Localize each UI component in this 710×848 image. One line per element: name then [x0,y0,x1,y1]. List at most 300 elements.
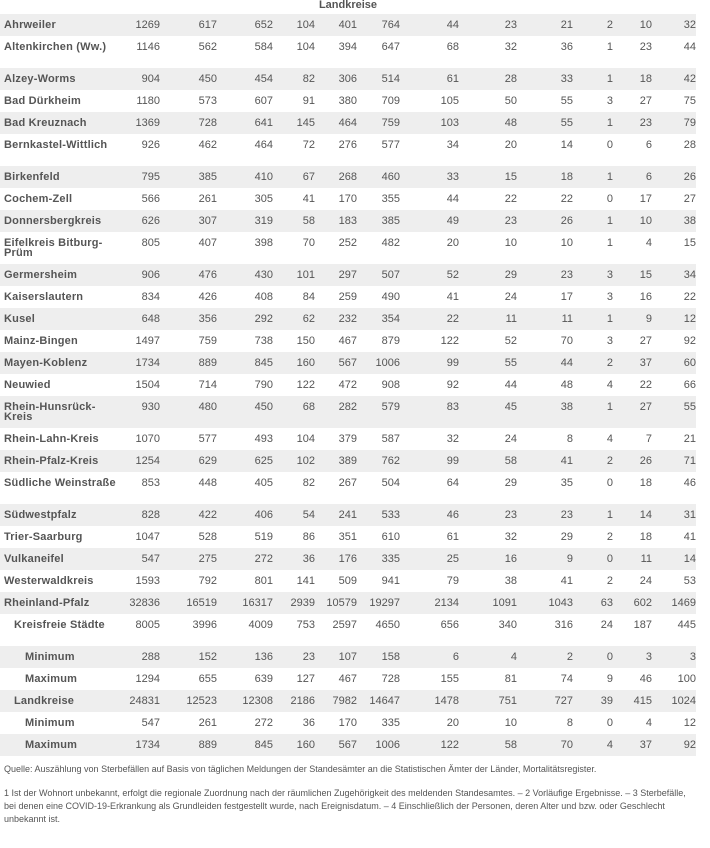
cell-value: 335 [357,548,400,570]
cell-value: 16317 [217,592,273,614]
cell-value: 584 [217,36,273,68]
cell-value: 10 [517,232,573,264]
cell-value: 100 [652,668,696,690]
cell-value: 380 [315,90,357,112]
row-label: Eifelkreis Bitburg-Prüm [0,232,116,264]
cell-value: 426 [160,286,217,308]
cell-value: 509 [315,570,357,592]
cell-value: 1504 [116,374,160,396]
cell-value: 0 [573,134,613,166]
cell-value: 32836 [116,592,160,614]
cell-value: 170 [315,712,357,734]
row-label: Cochem-Zell [0,188,116,210]
cell-value: 36 [273,712,315,734]
cell-value: 577 [357,134,400,166]
cell-value: 709 [357,90,400,112]
cell-value: 24 [459,428,517,450]
cell-value: 3 [613,646,652,668]
cell-value: 908 [357,374,400,396]
cell-value: 316 [517,614,573,646]
cell-value: 889 [160,734,217,756]
cell-value: 445 [652,614,696,646]
cell-value: 14 [613,504,652,526]
cell-value: 356 [160,308,217,330]
cell-value: 18 [613,68,652,90]
cell-value: 587 [357,428,400,450]
cell-value: 99 [400,352,459,374]
cell-value: 297 [315,264,357,286]
cell-value: 10 [613,14,652,36]
cell-value: 354 [357,308,400,330]
cell-value: 28 [652,134,696,166]
cell-value: 307 [160,210,217,232]
cell-value: 22 [459,188,517,210]
cell-value: 261 [160,712,217,734]
cell-value: 61 [400,526,459,548]
cell-value: 70 [517,734,573,756]
cell-value: 889 [160,352,217,374]
table-row [0,68,696,90]
cell-value: 926 [116,134,160,166]
cell-value: 562 [160,36,217,68]
cell-value: 122 [400,734,459,756]
cell-value: 42 [652,68,696,90]
cell-value: 72 [273,134,315,166]
cell-value: 33 [400,166,459,188]
cell-value: 6 [613,166,652,188]
cell-value: 476 [160,264,217,286]
cell-value: 55 [517,112,573,134]
cell-value: 1254 [116,450,160,472]
cell-value: 55 [517,90,573,112]
cell-value: 14647 [357,690,400,712]
cell-value: 1369 [116,112,160,134]
row-label: Südliche Weinstraße [0,472,116,504]
footer [0,763,694,826]
cell-value: 176 [315,548,357,570]
cell-value: 29 [459,472,517,504]
cell-value: 38 [652,210,696,232]
cell-value: 2134 [400,592,459,614]
cell-value: 655 [160,668,217,690]
cell-value: 0 [573,188,613,210]
cell-value: 32 [459,526,517,548]
cell-value: 355 [357,188,400,210]
cell-value: 99 [400,450,459,472]
row-label: Kaiserslautern [0,286,116,308]
cell-value: 145 [273,112,315,134]
cell-value: 738 [217,330,273,352]
cell-value: 845 [217,734,273,756]
cell-value: 82 [273,472,315,504]
cell-value: 6 [613,134,652,166]
cell-value: 1 [573,504,613,526]
cell-value: 70 [273,232,315,264]
cell-value: 12 [652,308,696,330]
cell-value: 282 [315,396,357,428]
cell-value: 514 [357,68,400,90]
cell-value: 28 [459,68,517,90]
cell-value: 408 [217,286,273,308]
cell-value: 8005 [116,614,160,646]
cell-value: 187 [613,614,652,646]
cell-value: 18 [517,166,573,188]
row-label: Bernkastel-Wittlich [0,134,116,166]
cell-value: 2 [573,352,613,374]
cell-value: 79 [652,112,696,134]
cell-value: 272 [217,548,273,570]
cell-value: 3 [573,90,613,112]
cell-value: 21 [652,428,696,450]
cell-value: 1 [573,308,613,330]
cell-value: 79 [400,570,459,592]
cell-value: 385 [160,166,217,188]
cell-value: 104 [273,428,315,450]
cell-value: 27 [613,330,652,352]
cell-value: 415 [613,690,652,712]
cell-value: 1269 [116,14,160,36]
cell-value: 26 [613,450,652,472]
cell-value: 762 [357,450,400,472]
cell-value: 63 [573,592,613,614]
table-row [0,734,696,756]
cell-value: 23 [613,112,652,134]
cell-value: 792 [160,570,217,592]
cell-value: 20 [400,232,459,264]
cell-value: 75 [652,90,696,112]
cell-value: 0 [573,646,613,668]
cell-value: 67 [273,166,315,188]
cell-value: 35 [517,472,573,504]
row-label: Landkreise [0,690,116,712]
cell-value: 170 [315,188,357,210]
row-label: Rhein-Hunsrück-Kreis [0,396,116,428]
cell-value: 21 [517,14,573,36]
cell-value: 405 [217,472,273,504]
cell-value: 267 [315,472,357,504]
cell-value: 12308 [217,690,273,712]
cell-value: 305 [217,188,273,210]
row-label: Altenkirchen (Ww.) [0,36,116,68]
cell-value: 1 [573,232,613,264]
row-label: Westerwaldkreis [0,570,116,592]
cell-value: 7982 [315,690,357,712]
cell-value: 41 [400,286,459,308]
cell-value: 160 [273,734,315,756]
row-label: Germersheim [0,264,116,286]
cell-value: 52 [459,330,517,352]
cell-value: 547 [116,548,160,570]
table-row [0,428,696,450]
cell-value: 10 [459,712,517,734]
section-title: Landkreise [318,0,378,11]
cell-value: 24831 [116,690,160,712]
cell-value: 158 [357,646,400,668]
cell-value: 232 [315,308,357,330]
table-body [0,14,696,756]
cell-value: 103 [400,112,459,134]
row-label: Maximum [0,668,116,690]
cell-value: 23 [459,14,517,36]
cell-value: 1091 [459,592,517,614]
cell-value: 2 [573,450,613,472]
cell-value: 641 [217,112,273,134]
cell-value: 1734 [116,734,160,756]
cell-value: 48 [459,112,517,134]
cell-value: 2 [517,646,573,668]
cell-value: 84 [273,286,315,308]
cell-value: 656 [400,614,459,646]
cell-value: 430 [217,264,273,286]
cell-value: 17 [517,286,573,308]
row-label: Neuwied [0,374,116,396]
cell-value: 15 [613,264,652,286]
cell-value: 482 [357,232,400,264]
cell-value: 407 [160,232,217,264]
cell-value: 86 [273,526,315,548]
cell-value: 27 [613,90,652,112]
table-row [0,592,696,614]
cell-value: 1070 [116,428,160,450]
cell-value: 385 [357,210,400,232]
cell-value: 2597 [315,614,357,646]
cell-value: 567 [315,734,357,756]
cell-value: 306 [315,68,357,90]
row-label: Bad Kreuznach [0,112,116,134]
cell-value: 44 [400,14,459,36]
table-row [0,712,696,734]
cell-value: 44 [517,352,573,374]
cell-value: 410 [217,166,273,188]
cell-value: 4 [613,232,652,264]
cell-value: 398 [217,232,273,264]
cell-value: 37 [613,352,652,374]
cell-value: 92 [652,734,696,756]
cell-value: 50 [459,90,517,112]
cell-value: 259 [315,286,357,308]
cell-value: 23 [459,210,517,232]
footnotes: 1 Ist der Wohnort unbekannt, erfolgt die regionale Zuordnung nach der räumlichen Zugehörigkeit des meldenden Standesamtes. – 2 Vorläufige Ergebnisse. – 3 Sterbefälle, bei denen eine COVID-19-Erkrankung als Grundleiden festgestellt wurde, nach Ereignisdatum. – 4 Einschließlich der Personen, deren Alter und bzw. oder Geschlecht unbekannt ist. [4,788,686,824]
cell-value: 4650 [357,614,400,646]
cell-value: 2186 [273,690,315,712]
cell-value: 1006 [357,352,400,374]
cell-value: 25 [400,548,459,570]
cell-value: 1024 [652,690,696,712]
cell-value: 55 [652,396,696,428]
cell-value: 728 [357,668,400,690]
cell-value: 3 [573,264,613,286]
table-row [0,210,696,232]
cell-value: 66 [652,374,696,396]
cell-value: 44 [459,374,517,396]
cell-value: 448 [160,472,217,504]
cell-value: 639 [217,668,273,690]
cell-value: 22 [517,188,573,210]
cell-value: 31 [652,504,696,526]
cell-value: 335 [357,712,400,734]
cell-value: 845 [217,352,273,374]
cell-value: 406 [217,504,273,526]
cell-value: 71 [652,450,696,472]
cell-value: 714 [160,374,217,396]
cell-value: 480 [160,396,217,428]
row-label: Südwestpfalz [0,504,116,526]
cell-value: 141 [273,570,315,592]
cell-value: 8 [517,712,573,734]
table-row [0,232,696,264]
cell-value: 36 [517,36,573,68]
cell-value: 602 [613,592,652,614]
table-row [0,374,696,396]
cell-value: 23 [273,646,315,668]
cell-value: 504 [357,472,400,504]
cell-value: 0 [573,712,613,734]
cell-value: 38 [459,570,517,592]
row-label: Rheinland-Pfalz [0,592,116,614]
cell-value: 759 [357,112,400,134]
table-row [0,472,696,504]
cell-value: 450 [160,68,217,90]
row-label: Donnersbergkreis [0,210,116,232]
cell-value: 10 [459,232,517,264]
cell-value: 607 [217,90,273,112]
cell-value: 490 [357,286,400,308]
cell-value: 2 [573,14,613,36]
table-row [0,352,696,374]
table-row [0,36,696,68]
cell-value: 728 [160,112,217,134]
cell-value: 155 [400,668,459,690]
mortality-table [0,14,696,756]
cell-value: 790 [217,374,273,396]
cell-value: 22 [613,374,652,396]
cell-value: 24 [613,570,652,592]
cell-value: 68 [400,36,459,68]
cell-value: 32 [459,36,517,68]
row-label: Bad Dürkheim [0,90,116,112]
cell-value: 34 [652,264,696,286]
cell-value: 394 [315,36,357,68]
row-label: Maximum [0,734,116,756]
cell-value: 45 [459,396,517,428]
cell-value: 462 [160,134,217,166]
cell-value: 33 [517,68,573,90]
cell-value: 834 [116,286,160,308]
table-row [0,668,696,690]
cell-value: 52 [400,264,459,286]
cell-value: 16 [459,548,517,570]
cell-value: 519 [217,526,273,548]
cell-value: 1734 [116,352,160,374]
cell-value: 252 [315,232,357,264]
table-row [0,188,696,210]
cell-value: 1180 [116,90,160,112]
cell-value: 41 [517,450,573,472]
row-label: Mayen-Koblenz [0,352,116,374]
table-row [0,330,696,352]
cell-value: 610 [357,526,400,548]
cell-value: 389 [315,450,357,472]
cell-value: 467 [315,330,357,352]
cell-value: 34 [400,134,459,166]
cell-value: 152 [160,646,217,668]
cell-value: 24 [459,286,517,308]
cell-value: 625 [217,450,273,472]
cell-value: 81 [459,668,517,690]
source-note: Quelle: Auszählung von Sterbefällen auf Basis von täglichen Meldungen der Standesämter an die Statistischen Ämter der Länder, Mortalitätsregister. [4,764,597,774]
cell-value: 3 [573,330,613,352]
cell-value: 58 [459,450,517,472]
cell-value: 19297 [357,592,400,614]
cell-value: 46 [613,668,652,690]
row-label: Rhein-Pfalz-Kreis [0,450,116,472]
cell-value: 27 [652,188,696,210]
cell-value: 647 [357,36,400,68]
cell-value: 904 [116,68,160,90]
cell-value: 464 [217,134,273,166]
cell-value: 1006 [357,734,400,756]
table-row [0,112,696,134]
row-label: Kreisfreie Städte [0,614,116,646]
cell-value: 617 [160,14,217,36]
table-row [0,166,696,188]
cell-value: 292 [217,308,273,330]
cell-value: 4 [573,428,613,450]
cell-value: 91 [273,90,315,112]
cell-value: 48 [517,374,573,396]
cell-value: 15 [652,232,696,264]
row-label: Trier-Saarburg [0,526,116,548]
cell-value: 4009 [217,614,273,646]
cell-value: 92 [652,330,696,352]
cell-value: 104 [273,36,315,68]
cell-value: 319 [217,210,273,232]
cell-value: 288 [116,646,160,668]
cell-value: 55 [459,352,517,374]
cell-value: 39 [573,690,613,712]
cell-value: 12523 [160,690,217,712]
cell-value: 101 [273,264,315,286]
cell-value: 547 [116,712,160,734]
cell-value: 15 [459,166,517,188]
cell-value: 467 [315,668,357,690]
cell-value: 11 [459,308,517,330]
cell-value: 9 [613,308,652,330]
cell-value: 241 [315,504,357,526]
cell-value: 1 [573,36,613,68]
cell-value: 46 [400,504,459,526]
cell-value: 105 [400,90,459,112]
cell-value: 41 [652,526,696,548]
cell-value: 652 [217,14,273,36]
cell-value: 626 [116,210,160,232]
cell-value: 14 [652,548,696,570]
cell-value: 29 [517,526,573,548]
row-label: Vulkaneifel [0,548,116,570]
cell-value: 2939 [273,592,315,614]
cell-value: 160 [273,352,315,374]
cell-value: 27 [613,396,652,428]
cell-value: 29 [459,264,517,286]
cell-value: 9 [573,668,613,690]
cell-value: 1047 [116,526,160,548]
table-row [0,690,696,712]
table-row [0,308,696,330]
cell-value: 0 [573,472,613,504]
cell-value: 7 [613,428,652,450]
cell-value: 4 [573,734,613,756]
table-row [0,14,696,36]
